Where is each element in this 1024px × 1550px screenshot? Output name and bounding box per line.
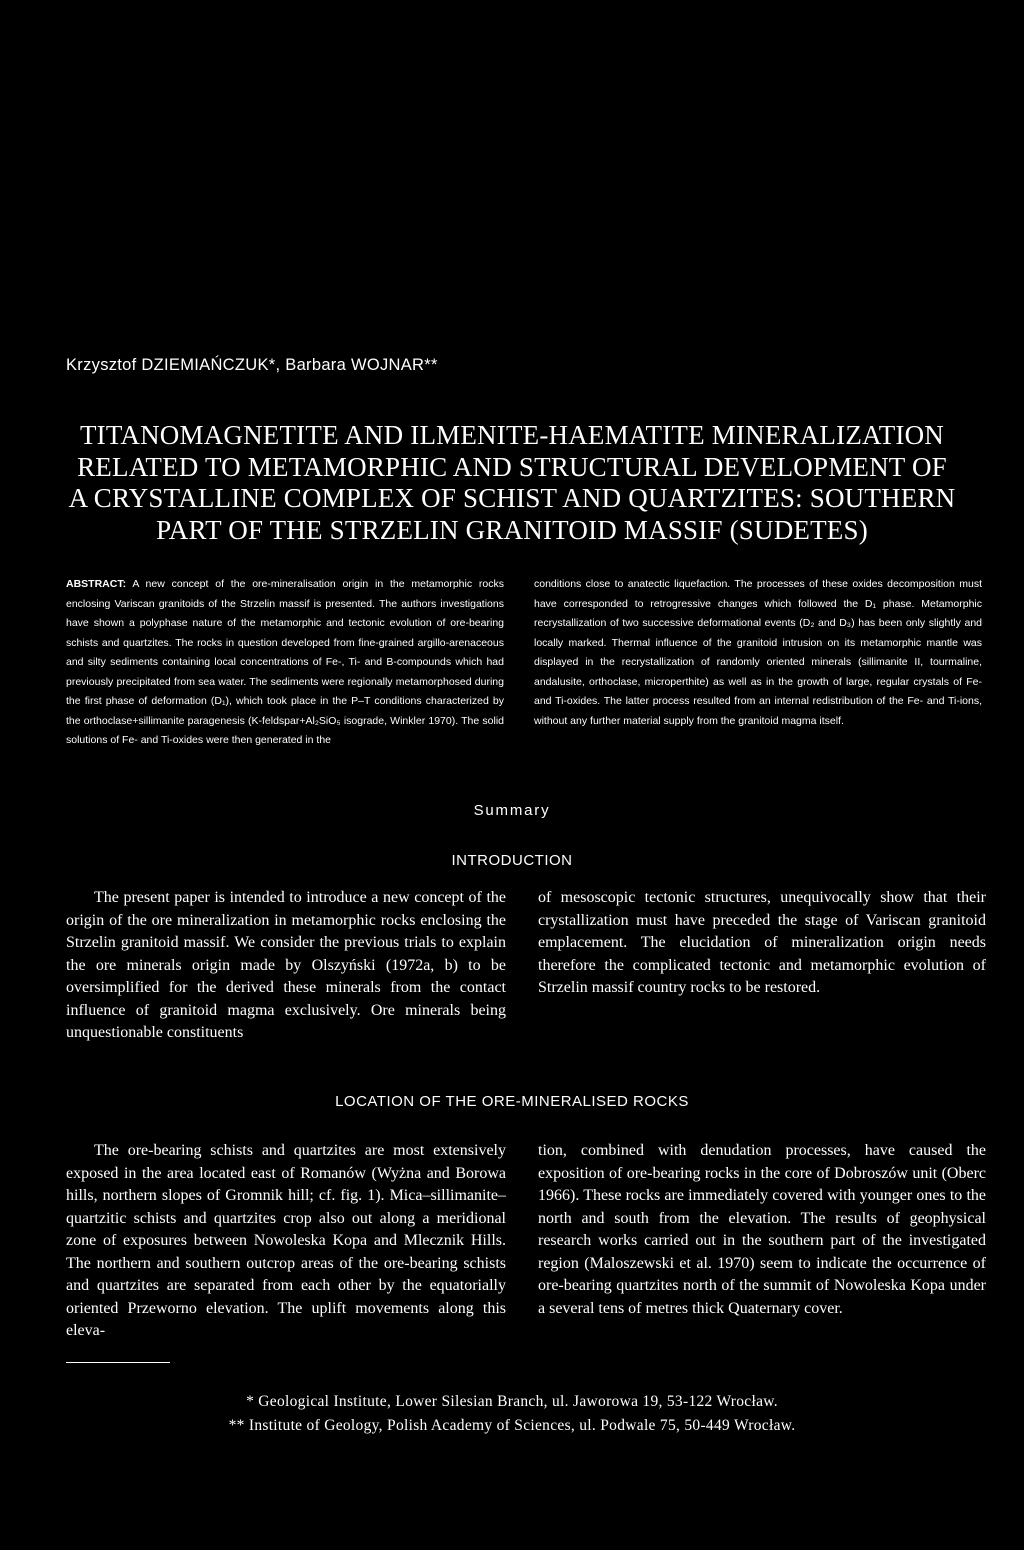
footnote-divider xyxy=(66,1362,170,1363)
abstract-text-left: A new concept of the ore-mineralisation origin in the metamorphic rocks enclosing Variscan granitoids of the Strzelin massif is presented. The authors investigations have shown a polyphase nature of the metamorphic and tectonic evolution of ore-bearing schists and quartzites. The rocks in question developed from fine-grained argillo-arenaceous and silty sediments containing local concentrations of Fe-, Ti- and B-compounds which had previously precipitated from sea water. The sediments were regionally metamorphosed during the first phase of deformation (D₁), which took place in the P–T conditions characterized by the orthoclase+sillimanite paragenesis (K-feldspar+Al₂SiO₅ isograde, Winkler 1970). The solid solutions of Fe- and Ti-oxides were then generated in the xyxy=(66,578,504,746)
footnote: * Geological Institute, Lower Silesian Branch, ul. Jaworowa 19, 53-122 Wrocław. xyxy=(246,1393,778,1410)
author-line: Krzysztof DZIEMIAŃCZUK*, Barbara WOJNAR** xyxy=(66,356,438,374)
introduction-column-left xyxy=(66,887,506,1045)
title-line: RELATED TO METAMORPHIC AND STRUCTURAL DEVELOPMENT OF xyxy=(77,451,947,482)
summary-heading: Summary xyxy=(473,802,551,819)
title-line: TITANOMAGNETITE AND ILMENITE-HAEMATITE MINERALIZATION xyxy=(79,420,944,450)
footnote: ** Institute of Geology, Polish Academy of Sciences, ul. Podwale 75, 50-449 Wrocław. xyxy=(228,1417,796,1434)
paragraph: of mesoscopic tectonic structures, unequivocally show that their crystallization must have preceded the stage of Variscan granitoid emplacement. The elucidation of mineralization origin needs therefore the complicated tectonic and metamorphic evolution of Strzelin massif country rocks to be restored. xyxy=(538,889,986,996)
title-line: PART OF THE STRZELIN GRANITOID MASSIF (SUDETES) xyxy=(156,514,868,545)
paper-title xyxy=(40,420,984,546)
abstract-text-right: conditions close to anatectic liquefaction. The processes of these oxides decomposition must have corresponded to retrogressive changes which followed the D₁ phase. Metamorphic recrystallization of two successive deformational events (D₂ and D₃) has been only slightly and locally marked. Thermal influence of the granitoid intrusion on its metamorphic mantle was displayed in the recrystallization of randomly oriented minerals (sillimanite II, tourmaline, andalusite, orthoclase, microperthite) as well as in the growth of large, regular crystals of Fe- and Ti-oxides. The latter process resulted from an internal redistribution of the Fe- and Ti-ions, without any further material supply from the granitoid magma itself. xyxy=(534,578,982,727)
paragraph: The ore-bearing schists and quartzites are most extensively exposed in the area located east of Romanów (Wyżna and Borowa hills, northern slopes of Gromnik hill; cf. fig. 1). Mica–sillimanite–quartzitic schists and quartzites crop also out along a meridional zone of exposures between Nowoleska Kopa and Mlecznik Hills. The northern and southern outcrop areas of the ore-bearing schists and quartzites are separated from each other by the equatorially oriented Przeworno elevation. The uplift movements along this eleva- xyxy=(66,1142,506,1339)
abstract-right-column xyxy=(534,575,982,731)
location-column-left xyxy=(66,1140,506,1343)
introduction-column-right xyxy=(538,887,986,1000)
paragraph: The present paper is intended to introduce a new concept of the origin of the ore mineralization in metamorphic rocks enclosing the Strzelin granitoid massif. We consider the previous trials to explain the ore minerals origin made by Olszyński (1972a, b) to be oversimplified for the derived these minerals from the contact influence of granitoid magma exclusively. Ore minerals being unquestionable constituents xyxy=(66,889,506,1041)
location-heading: LOCATION OF THE ORE-MINERALISED ROCKS xyxy=(335,1093,689,1110)
paragraph: tion, combined with denudation processes, have caused the exposition of ore-bearing rocks in the core of Dobroszów unit (Oberc 1966). These rocks are immediately covered with younger ones to the north and south from the elevation. The results of geophysical research works carried out in the southern part of the investigated region (Maloszewski et al. 1970) seem to indicate the occurrence of ore-bearing quartzites north of the summit of Nowoleska Kopa under a several tens of metres thick Quaternary cover. xyxy=(538,1142,986,1317)
introduction-heading: INTRODUCTION xyxy=(451,852,573,869)
abstract-left-column xyxy=(66,575,504,751)
location-column-right xyxy=(538,1140,986,1320)
abstract-label: ABSTRACT: xyxy=(66,578,127,590)
title-line: A CRYSTALLINE COMPLEX OF SCHIST AND QUARTZITES: SOUTHERN xyxy=(68,483,956,513)
